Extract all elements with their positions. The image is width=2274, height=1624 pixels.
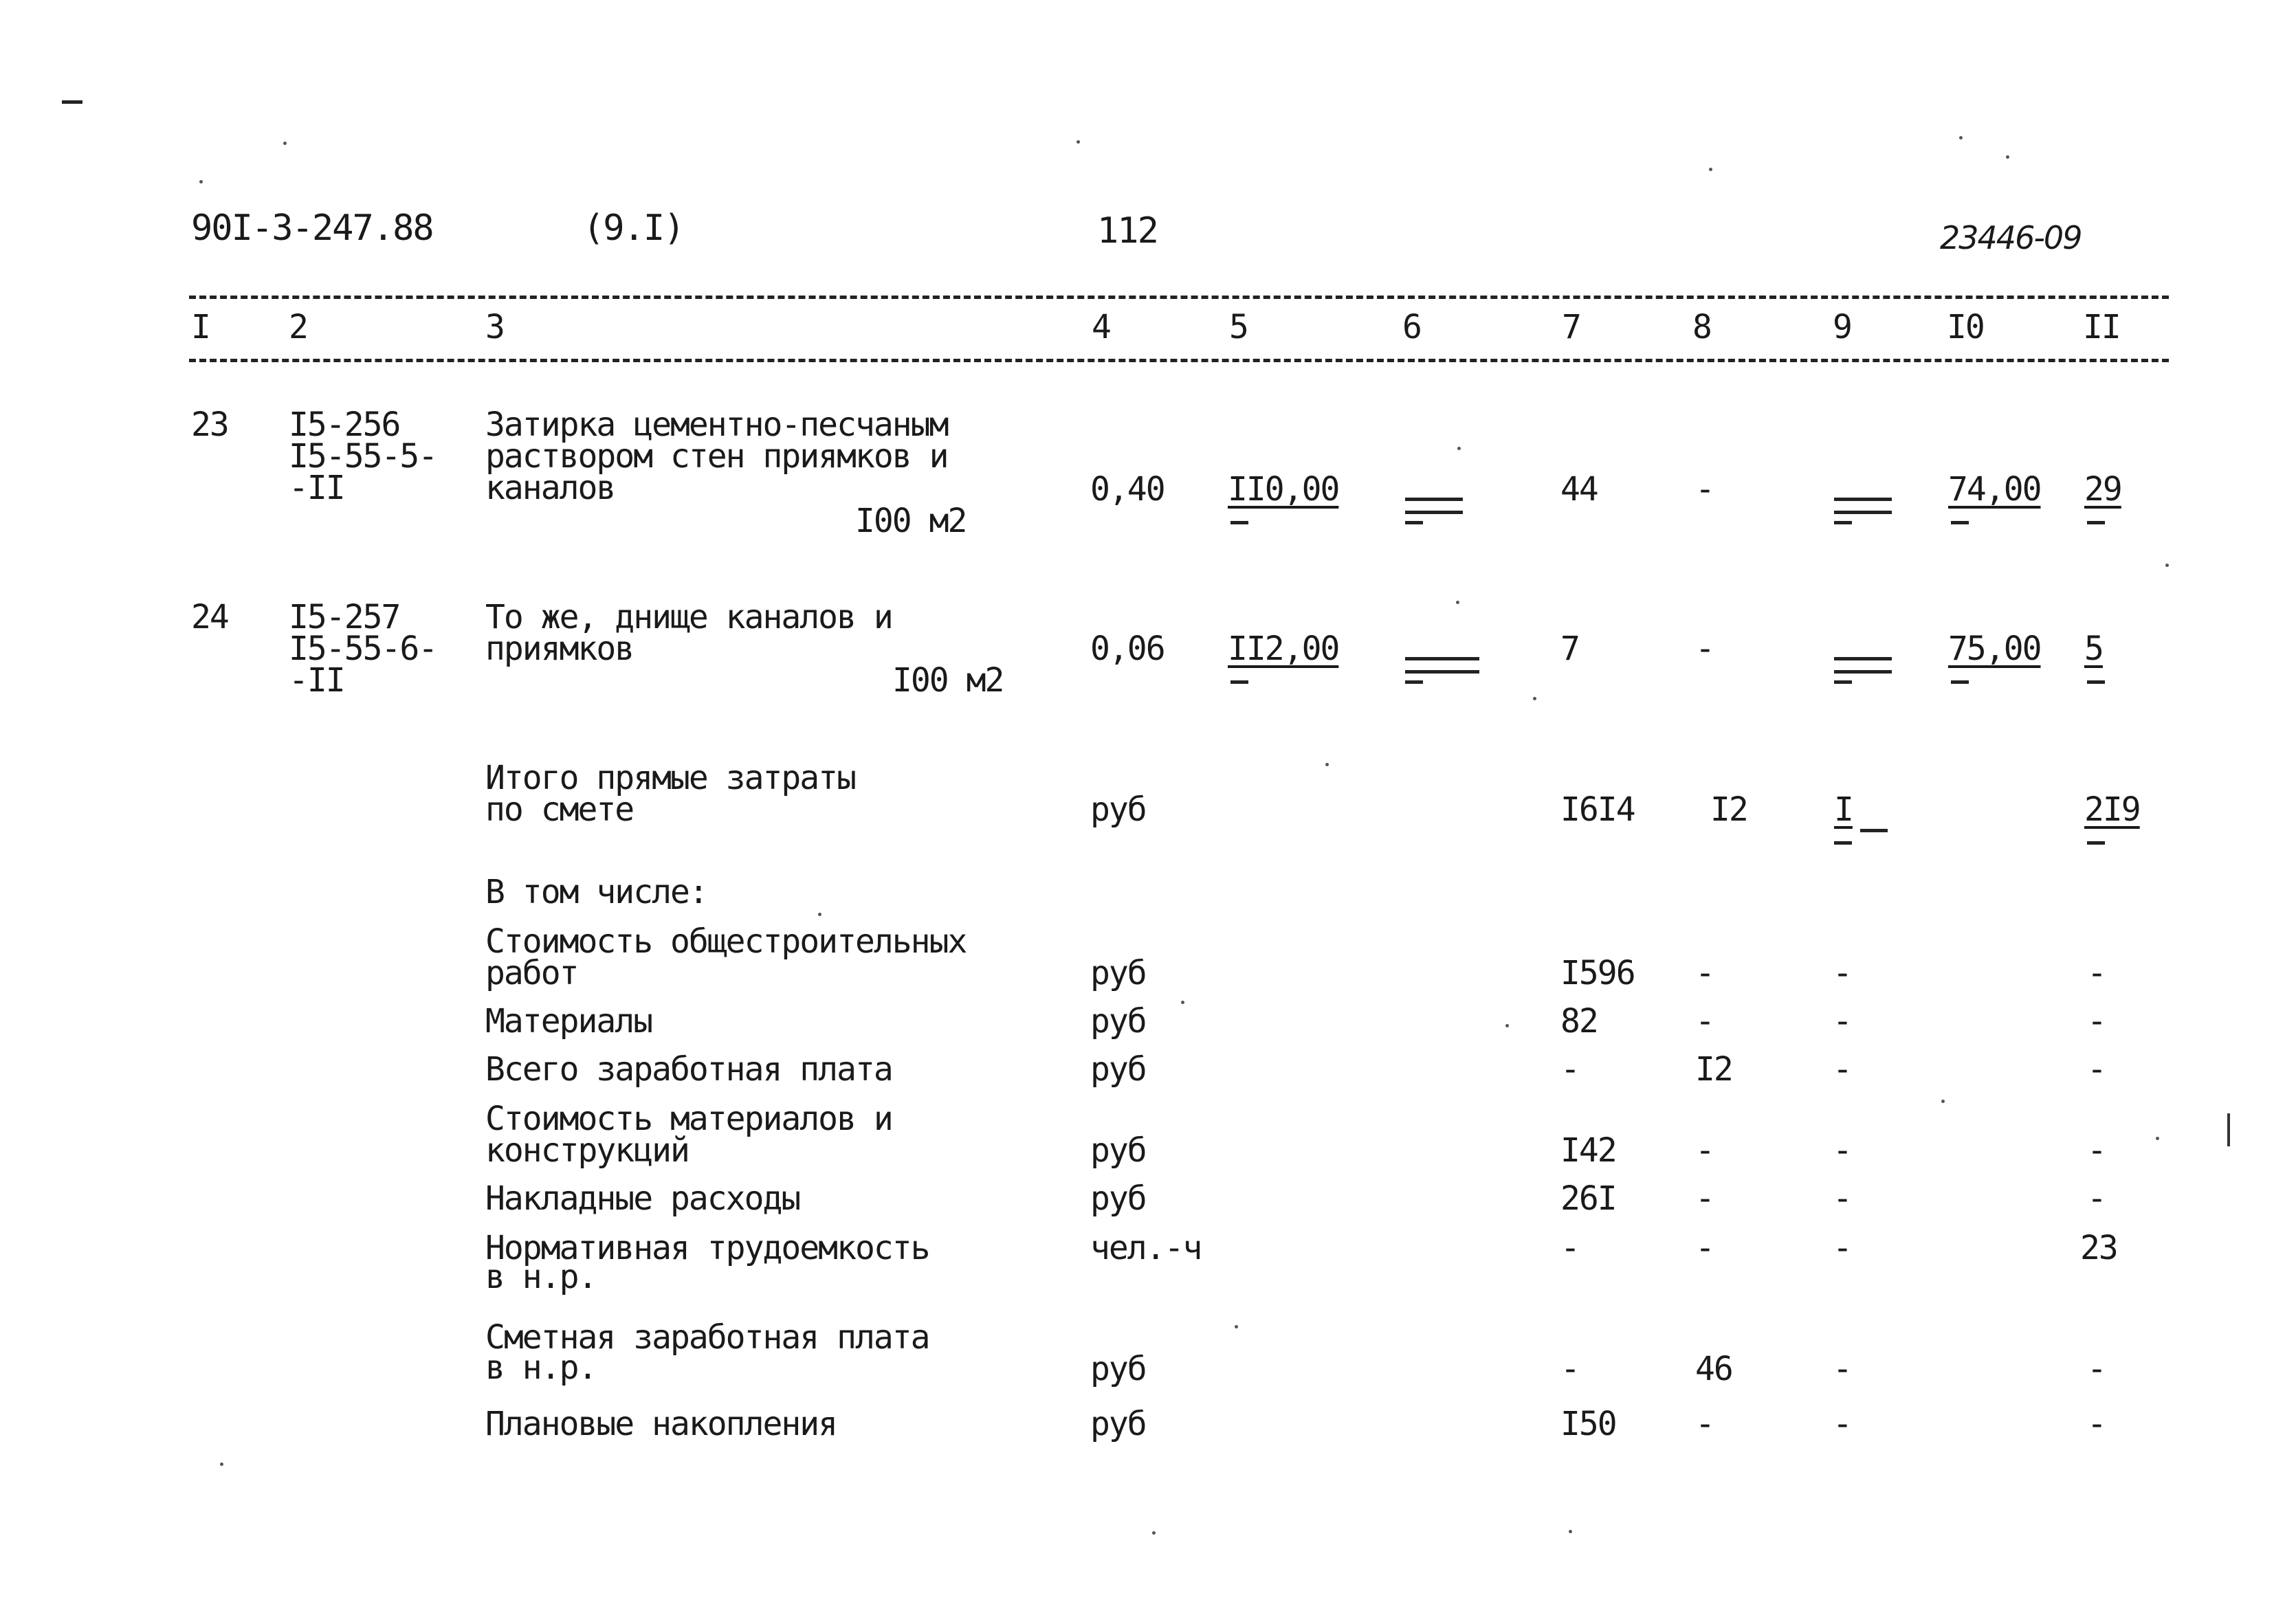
breakdown-unit: руб	[1090, 1050, 1146, 1089]
breakdown-unit: чел.-ч	[1090, 1229, 1202, 1267]
breakdown-label: Нормативная трудоемкость	[485, 1229, 929, 1267]
ditto-mark	[1405, 657, 1479, 674]
row-col8: -	[1695, 630, 1714, 668]
breakdown-col11: -	[2087, 1131, 2106, 1170]
underscore-mark	[1405, 521, 1423, 524]
breakdown-col9: -	[1833, 954, 1851, 992]
col-header-8: 8	[1692, 308, 1711, 346]
underscore-mark	[2087, 521, 2105, 524]
archive-stamp: 23446-09	[1940, 219, 2082, 256]
scan-speck	[1941, 1100, 1945, 1103]
breakdown-col8: -	[1695, 1131, 1714, 1170]
breakdown-label: Накладные расходы	[485, 1179, 800, 1218]
scan-speck	[283, 142, 287, 145]
breakdown-col11: -	[2087, 1050, 2106, 1089]
col-header-4: 4	[1092, 308, 1110, 346]
scan-speck	[1325, 763, 1329, 766]
underscore-mark	[1405, 680, 1423, 684]
breakdown-label: Материалы	[485, 1002, 652, 1041]
breakdown-col7: 82	[1560, 1002, 1598, 1041]
row-description: раствором стен приямков и	[485, 437, 948, 476]
total-unit: руб	[1090, 790, 1146, 829]
col-header-9: 9	[1833, 308, 1851, 346]
row-number: 23	[191, 405, 228, 444]
scan-mark	[2227, 1113, 2230, 1146]
row-price: II2,00	[1228, 630, 1339, 668]
breakdown-col7: -	[1560, 1350, 1579, 1388]
breakdown-col8: I2	[1695, 1050, 1732, 1089]
breakdown-label: конструкций	[485, 1131, 689, 1170]
breakdown-label: в н.р.	[485, 1258, 597, 1296]
breakdown-col11: -	[2087, 1002, 2106, 1041]
scan-speck	[2165, 564, 2169, 567]
breakdown-col8: -	[1695, 1405, 1714, 1443]
row-description: Затирка цементно-песчаным	[485, 405, 948, 444]
breakdown-col7: 26I	[1560, 1179, 1616, 1218]
total-col8: I2	[1710, 790, 1747, 829]
breakdown-col7: -	[1560, 1229, 1579, 1267]
col-header-3: 3	[485, 308, 504, 346]
scan-speck	[1959, 136, 1963, 140]
scan-speck	[1235, 1325, 1238, 1328]
breakdown-col7: -	[1560, 1050, 1579, 1089]
breakdown-col11: 23	[2080, 1229, 2117, 1267]
row-col11: 5	[2084, 630, 2103, 668]
row-unit: I00 м2	[855, 502, 967, 540]
scan-mark	[62, 100, 82, 104]
underscore-mark	[2087, 841, 2105, 845]
total-label: Итого прямые затраты	[485, 759, 855, 797]
row-quantity: 0,06	[1090, 630, 1164, 668]
row-code: I5-55-5-	[289, 437, 437, 476]
scan-speck	[1077, 140, 1080, 144]
col-header-6: 6	[1402, 308, 1421, 346]
breakdown-unit: руб	[1090, 1002, 1146, 1041]
row-description: То же, днище каналов и	[485, 598, 892, 636]
breakdown-col9: -	[1833, 1229, 1851, 1267]
scan-speck	[818, 913, 821, 916]
breakdown-unit: руб	[1090, 1350, 1146, 1388]
scan-speck	[1533, 697, 1536, 700]
breakdown-label: в н.р.	[485, 1348, 597, 1387]
section-number: (9.I)	[583, 208, 684, 249]
breakdown-label: Сметная заработная плата	[485, 1318, 929, 1357]
row-code: -II	[289, 661, 344, 700]
row-col7: 44	[1560, 470, 1598, 509]
breakdown-label: Всего заработная плата	[485, 1050, 892, 1089]
breakdown-unit: руб	[1090, 1405, 1146, 1443]
scan-speck	[220, 1462, 223, 1466]
total-col7: I6I4	[1560, 790, 1635, 829]
total-label: по смете	[485, 790, 634, 829]
breakdown-col7: I42	[1560, 1131, 1616, 1170]
breakdown-col8: -	[1695, 1002, 1714, 1041]
row-code: I5-257	[289, 598, 400, 636]
col-header-5: 5	[1229, 308, 1248, 346]
scan-speck	[1181, 1001, 1184, 1004]
breakdown-col9: -	[1833, 1405, 1851, 1443]
row-description: приямков	[485, 630, 634, 668]
scan-speck	[2006, 155, 2009, 159]
row-col11: 29	[2084, 470, 2121, 509]
breakdown-col8: -	[1695, 1179, 1714, 1218]
breakdown-col7: I596	[1560, 954, 1635, 992]
breakdown-col9: -	[1833, 1002, 1851, 1041]
total-col9: I	[1834, 790, 1853, 829]
col-header-11: II	[2083, 308, 2120, 346]
breakdown-col7: I50	[1560, 1405, 1616, 1443]
header-rule-top	[189, 296, 2169, 299]
breakdown-col8: 46	[1695, 1350, 1732, 1388]
scan-speck	[2156, 1137, 2159, 1140]
ditto-mark	[1405, 498, 1463, 514]
row-col7: 7	[1560, 630, 1579, 668]
breakdown-col11: -	[2087, 954, 2106, 992]
total-col11: 2I9	[2084, 790, 2140, 829]
underscore-mark	[1230, 521, 1248, 524]
breakdown-label: Стоимость материалов и	[485, 1100, 892, 1138]
breakdown-col9: -	[1833, 1050, 1851, 1089]
document-code: 90I-3-247.88	[191, 208, 433, 249]
col-header-10: I0	[1947, 308, 1984, 346]
breakdown-col9: -	[1833, 1179, 1851, 1218]
scan-speck	[1505, 1024, 1509, 1027]
header-rule-bottom	[189, 359, 2169, 362]
breakdown-unit: руб	[1090, 1131, 1146, 1170]
row-col8: -	[1695, 470, 1714, 509]
scan-speck	[199, 180, 203, 183]
page-number: 112	[1097, 210, 1158, 252]
row-unit: I00 м2	[892, 661, 1004, 700]
row-price: II0,00	[1228, 470, 1339, 509]
row-description: каналов	[485, 469, 615, 507]
scan-speck	[1569, 1530, 1572, 1533]
underscore-mark	[1834, 680, 1852, 684]
underscore-mark	[1230, 680, 1248, 684]
breakdown-col9: -	[1833, 1350, 1851, 1388]
breakdown-unit: руб	[1090, 1179, 1146, 1218]
scan-speck	[1457, 447, 1461, 450]
underscore-mark	[1834, 841, 1852, 845]
breakdown-col11: -	[2087, 1405, 2106, 1443]
underscore-mark	[1834, 521, 1852, 524]
col-header-7: 7	[1562, 308, 1580, 346]
breakdown-col8: -	[1695, 1229, 1714, 1267]
row-col10: 75,00	[1948, 630, 2041, 668]
underscore-mark	[1860, 829, 1888, 832]
row-code: I5-55-6-	[289, 630, 437, 668]
breakdown-col11: -	[2087, 1350, 2106, 1388]
scan-speck	[1709, 168, 1712, 171]
col-header-2: 2	[289, 308, 307, 346]
breakdown-col11: -	[2087, 1179, 2106, 1218]
ditto-mark	[1834, 498, 1892, 514]
ditto-mark	[1834, 657, 1892, 674]
scan-speck	[1456, 601, 1459, 604]
breakdown-unit: руб	[1090, 954, 1146, 992]
underscore-mark	[1951, 521, 1969, 524]
row-number: 24	[191, 598, 228, 636]
row-code: -II	[289, 469, 344, 507]
underscore-mark	[2087, 680, 2105, 684]
row-col10: 74,00	[1948, 470, 2041, 509]
underscore-mark	[1951, 680, 1969, 684]
breakdown-label: Плановые накопления	[485, 1405, 837, 1443]
breakdown-col8: -	[1695, 954, 1714, 992]
col-header-1: I	[191, 308, 210, 346]
breakdown-label: Стоимость общестроительных	[485, 922, 967, 961]
row-code: I5-256	[289, 405, 400, 444]
breakdown-label: работ	[485, 954, 578, 992]
including-label: В том числе:	[485, 873, 707, 911]
scan-speck	[1152, 1531, 1156, 1535]
row-quantity: 0,40	[1090, 470, 1164, 509]
breakdown-col9: -	[1833, 1131, 1851, 1170]
